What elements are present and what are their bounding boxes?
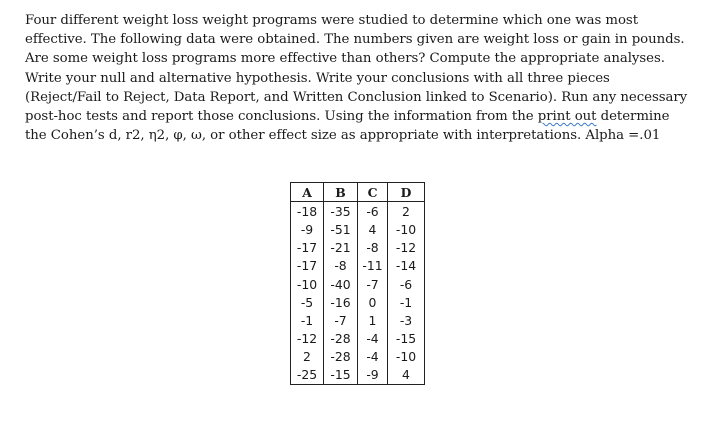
column-header-a: A bbox=[291, 183, 324, 202]
table-cell: 4 bbox=[358, 220, 388, 238]
table-cell: -40 bbox=[324, 275, 358, 293]
table-row bbox=[291, 275, 425, 293]
table-row bbox=[291, 202, 425, 221]
table-cell: -12 bbox=[388, 239, 425, 257]
table-row bbox=[291, 239, 425, 257]
statement-line: Are some weight loss programs more effective than others? Compute the appropriate analyses. bbox=[25, 51, 665, 67]
table-row bbox=[291, 257, 425, 275]
table-cell: -4 bbox=[358, 330, 388, 348]
table-cell: -16 bbox=[324, 293, 358, 311]
table-cell: -10 bbox=[291, 275, 324, 293]
table-row bbox=[291, 348, 425, 366]
table-cell: -15 bbox=[388, 330, 425, 348]
statement-line: the Cohen’s d, r2, η2, φ, ω, or other effect size as appropriate with interpretations. Alpha =.01 bbox=[25, 128, 661, 144]
problem-statement bbox=[25, 11, 710, 145]
table-cell: -15 bbox=[324, 366, 358, 385]
table-cell: -8 bbox=[358, 239, 388, 257]
table-cell: -9 bbox=[358, 366, 388, 385]
table-cell: -12 bbox=[291, 330, 324, 348]
statement-line: effective. The following data were obtained. The numbers given are weight loss or gain in pounds. bbox=[25, 32, 685, 48]
table-cell: 0 bbox=[358, 293, 388, 311]
table-cell: -28 bbox=[324, 330, 358, 348]
statement-segment: determine bbox=[596, 109, 670, 125]
table-row bbox=[291, 330, 425, 348]
table-header-row bbox=[291, 183, 425, 202]
table-cell: -9 bbox=[291, 220, 324, 238]
table-cell: -25 bbox=[291, 366, 324, 385]
statement-line: Write your null and alternative hypothesis. Write your conclusions with all three pieces bbox=[25, 70, 610, 86]
table-cell: -51 bbox=[324, 220, 358, 238]
table-cell: -5 bbox=[291, 293, 324, 311]
column-header-d: D bbox=[388, 183, 425, 202]
table-cell: -10 bbox=[388, 348, 425, 366]
table-cell: -3 bbox=[388, 311, 425, 329]
table-cell: -14 bbox=[388, 257, 425, 275]
statement-line: (Reject/Fail to Reject, Data Report, and Written Conclusion linked to Scenario). Run any necessary bbox=[25, 89, 688, 105]
table-cell: -1 bbox=[388, 293, 425, 311]
table-row bbox=[291, 366, 425, 385]
table-cell: -17 bbox=[291, 257, 324, 275]
spellcheck-flagged-phrase[interactable]: print out bbox=[537, 109, 597, 125]
table-cell: 2 bbox=[388, 202, 425, 221]
table-cell: -21 bbox=[324, 239, 358, 257]
table-cell: -28 bbox=[324, 348, 358, 366]
table-cell: -18 bbox=[291, 202, 324, 221]
table-row bbox=[291, 220, 425, 238]
weight-change-table bbox=[290, 182, 425, 385]
table-cell: 2 bbox=[291, 348, 324, 366]
table-cell: -6 bbox=[358, 202, 388, 221]
table-cell: -7 bbox=[324, 311, 358, 329]
column-header-c: C bbox=[358, 183, 388, 202]
table-cell: -35 bbox=[324, 202, 358, 221]
column-header-b: B bbox=[324, 183, 358, 202]
table-row bbox=[291, 311, 425, 329]
table-cell: 1 bbox=[358, 311, 388, 329]
statement-segment: post-hoc tests and report those conclusions. Using the information from the bbox=[25, 109, 538, 125]
statement-line: Four different weight loss weight programs were studied to determine which one was most bbox=[25, 13, 638, 28]
table-cell: -1 bbox=[291, 311, 324, 329]
table-cell: -8 bbox=[324, 257, 358, 275]
table-cell: -11 bbox=[358, 257, 388, 275]
table-cell: -4 bbox=[358, 348, 388, 366]
table-cell: -17 bbox=[291, 239, 324, 257]
table-cell: -7 bbox=[358, 275, 388, 293]
table-row bbox=[291, 293, 425, 311]
table-cell: -6 bbox=[388, 275, 425, 293]
table-cell: 4 bbox=[388, 366, 425, 385]
table-cell: -10 bbox=[388, 220, 425, 238]
statement-line bbox=[25, 107, 710, 126]
